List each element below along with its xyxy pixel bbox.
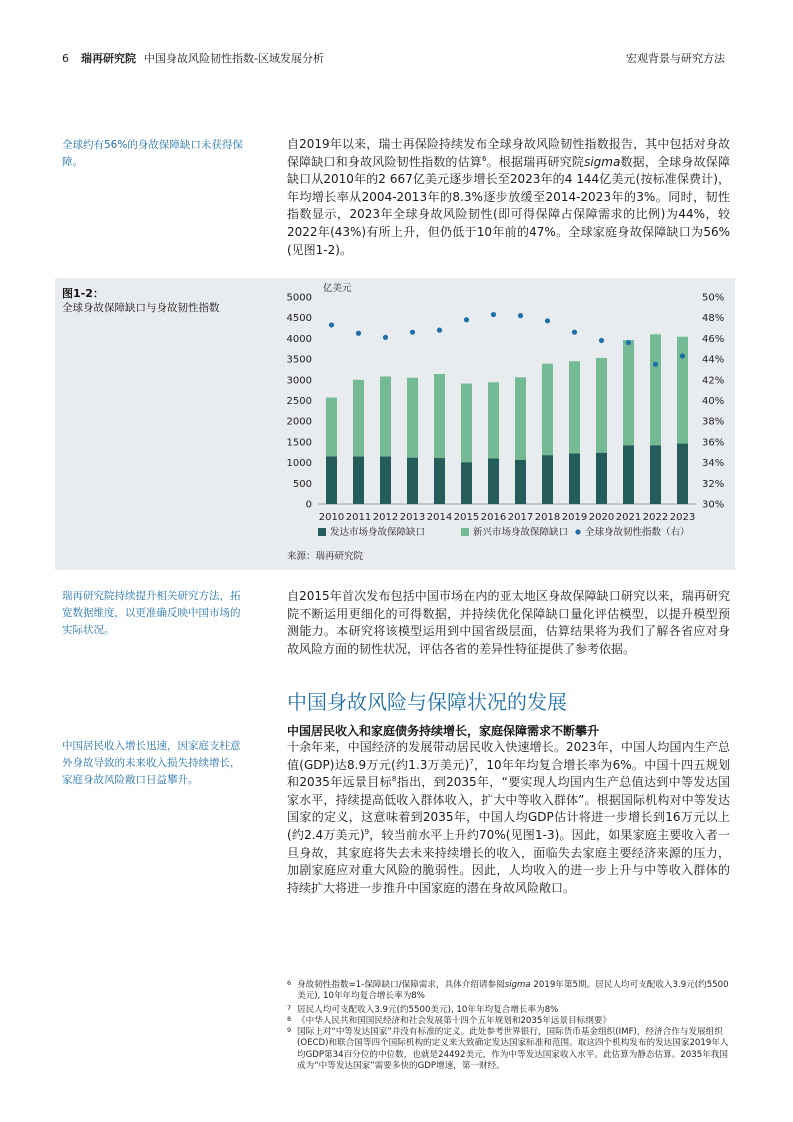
header-section: 宏观背景与研究方法 xyxy=(626,52,725,65)
bar-developed-2012 xyxy=(380,456,391,504)
paragraph-2 xyxy=(287,588,730,658)
section-heading: 中国身故风险与保障状况的发展 xyxy=(287,690,567,714)
p3-text-c: 指出，到2035年，“要实现人均国内生产总值达到中等发达国家水平，持续提高低收入群体收入，扩大中等收入群体”。根据国际机构对中等发达国家的定义，这意味着到2035年，中国人均GDP估计将进一步增长到16万元以上(约2.4万美元) xyxy=(287,775,730,842)
bar-developed-2015 xyxy=(461,462,472,504)
y-tick-label-left: 2000 xyxy=(286,416,312,428)
point-resilience-2011 xyxy=(356,331,361,336)
footnote-ref-8: 8 xyxy=(391,775,397,784)
legend-swatch-developed xyxy=(318,528,326,536)
x-tick-label: 2021 xyxy=(615,512,642,523)
footnote-number: 9 xyxy=(287,1026,292,1034)
y-tick-label-right: 40% xyxy=(702,396,725,407)
y-tick-label-left: 2500 xyxy=(286,396,312,407)
footnote-ref-7: 7 xyxy=(469,757,474,766)
x-tick-label: 2022 xyxy=(642,512,669,523)
x-tick-label: 2017 xyxy=(507,512,534,523)
subheading: 中国居民收入和家庭债务持续增长，家庭保障需求不断攀升 xyxy=(287,724,600,738)
p3-text-b: ，10年年均复合增长率为6%。中国十四五规划和2035年远景目标 xyxy=(287,757,731,790)
y-tick-label-right: 34% xyxy=(702,458,725,470)
footnote-9 xyxy=(287,1027,732,1073)
page-number: 6 xyxy=(62,52,69,65)
footnote-text: 身故韧性指数=1-保障缺口/保障需求，具体介绍请参阅 xyxy=(297,980,505,990)
bar-emerging-2023 xyxy=(677,337,688,444)
legend-swatch-emerging xyxy=(461,528,469,536)
y-tick-label-left: 3000 xyxy=(286,375,312,387)
side-note-1: 全球约有56%的身故保障缺口未获得保障。 xyxy=(62,139,243,168)
bar-emerging-2014 xyxy=(434,374,445,458)
p3-text-a: 十余年来，中国经济的发展带动居民收入快速增长。2023年，中国人均国内生产总值(GDP)达8.9万元(约1.3万美元) xyxy=(287,740,730,772)
y-tick-label-right: 42% xyxy=(702,375,725,387)
x-tick-label: 2019 xyxy=(561,512,588,523)
figure-source: 来源：瑞再研究院 xyxy=(287,551,364,562)
bar-developed-2018 xyxy=(542,455,553,504)
footnote-italic: sigma xyxy=(504,980,531,990)
footnote-text-b: 2019年第5期。居民人均可支配收入3.9元(约5500美元), 10年年均复合增长率为8% xyxy=(297,980,729,1002)
point-resilience-2023 xyxy=(680,353,685,358)
footnote-ref-9: 9 xyxy=(364,827,370,836)
bar-developed-2020 xyxy=(596,453,607,504)
x-tick-label: 2011 xyxy=(345,512,372,523)
y-tick-label-left: 4000 xyxy=(286,333,312,345)
header-doc-title: 中国身故风险韧性指数-区域发展分析 xyxy=(144,52,324,65)
bar-emerging-2022 xyxy=(650,334,661,445)
bar-emerging-2012 xyxy=(380,376,391,456)
bar-emerging-2013 xyxy=(407,378,418,458)
footnote-text: 居民人均可支配收入3.9元(约5500美元), 10年年均复合增长率为8% xyxy=(297,1005,559,1015)
x-tick-label: 2015 xyxy=(453,512,480,523)
point-resilience-2020 xyxy=(599,338,604,343)
y-tick-label-left: 500 xyxy=(292,478,312,490)
p1-text-b: 。根据瑞再研究院 xyxy=(486,154,585,169)
footnote-number: 8 xyxy=(287,1015,292,1023)
x-tick-label: 2013 xyxy=(399,512,426,523)
bar-emerging-2010 xyxy=(326,398,337,457)
y-tick-label-right: 48% xyxy=(702,313,725,325)
y-tick-label-left: 3500 xyxy=(286,354,312,366)
x-tick-label: 2016 xyxy=(480,512,507,523)
footnote-text: 《中华人民共和国国民经济和社会发展第十四个五年规划和2035年远景目标纲要》 xyxy=(297,1016,612,1026)
point-resilience-2021 xyxy=(626,340,631,345)
y-tick-label-left: 5000 xyxy=(286,292,312,304)
point-resilience-2019 xyxy=(572,330,577,335)
paragraph-3 xyxy=(287,739,730,897)
y-tick-label-left: 1500 xyxy=(286,437,312,449)
x-tick-label: 2023 xyxy=(669,512,696,523)
x-tick-label: 2010 xyxy=(318,512,345,523)
bar-emerging-2019 xyxy=(569,361,580,453)
legend-label-developed: 发达市场身故保障缺口 xyxy=(330,527,426,538)
legend-swatch-resilience xyxy=(575,529,580,534)
bar-developed-2016 xyxy=(488,458,499,504)
y-tick-label-right: 30% xyxy=(702,499,725,511)
footnote-number: 7 xyxy=(287,1004,292,1012)
y-tick-label-left: 1000 xyxy=(286,458,312,470)
point-resilience-2010 xyxy=(329,322,334,327)
side-note-2: 瑞再研究院持续提升相关研究方法，拓宽数据维度，以更准确反映中国市场的实际状况。 xyxy=(62,590,241,636)
point-resilience-2022 xyxy=(653,362,658,367)
point-resilience-2017 xyxy=(518,313,523,318)
bar-developed-2022 xyxy=(650,445,661,504)
p3-text-d: ，较当前水平上升约70%(见图1-3)。因此，如果家庭主要收入者一旦身故，其家庭将失去未来持续增长的收入，面临失去家庭主要经济来源的压力，加剧家庭应对重大风险的脆弱性。因此，人均收入的进一步上升与中等收入群体的持续扩大将进一步推升中国家庭的潜在身故风险敞口。 xyxy=(287,827,730,895)
bar-developed-2013 xyxy=(407,458,418,504)
footnote-6 xyxy=(287,980,732,1003)
bar-developed-2014 xyxy=(434,458,445,504)
y-tick-label-left: 0 xyxy=(305,499,312,511)
bar-emerging-2016 xyxy=(488,382,499,458)
legend-label-resilience: 全球身故韧性指数（右） xyxy=(585,527,690,538)
y-axis-unit: 亿美元 xyxy=(323,283,352,294)
figure-number: 图1-2： xyxy=(62,287,104,300)
p2-text: 自2015年首次发布包括中国市场在内的亚太地区身故保障缺口研究以来，瑞再研究院不断运用更细化的可得数据，并持续优化保障缺口量化评估模型，以提升模型预测能力。本研究将该模型运用到中国省级层面，估算结果将为我们了解各省应对身故风险方面的韧性状况，评估各省的差异性特征提供了参考依据。 xyxy=(287,589,730,656)
p1-text-c: 数据，全球身故保障缺口从2010年的2 667亿美元逐步增长至2023年的4 144亿美元(按标准保费计)，年均增长率从2004-2013年的8.3%逐步放缓至2014-2023年的3%。同时，韧性指数显示，2023年全球身故风险韧性(即可得保障占保障需求的比例)为44%，较2022年(43%)有所上升，但仍低于10年前的47%。全球家庭身故保障缺口为56%(见图1-2)。 xyxy=(287,154,730,257)
header-org: 瑞再研究院 xyxy=(81,52,136,65)
bar-developed-2017 xyxy=(515,460,526,504)
y-tick-label-right: 36% xyxy=(702,437,725,449)
footnote-ref-6: 6 xyxy=(481,154,487,163)
footnote-number: 6 xyxy=(287,979,292,987)
point-resilience-2012 xyxy=(383,335,388,340)
point-resilience-2015 xyxy=(464,317,469,322)
y-tick-label-right: 38% xyxy=(702,416,725,428)
footnote-7 xyxy=(287,1005,732,1016)
point-resilience-2013 xyxy=(410,330,415,335)
point-resilience-2016 xyxy=(491,312,496,317)
bar-emerging-2021 xyxy=(623,340,634,445)
bar-developed-2019 xyxy=(569,453,580,504)
footnote-8 xyxy=(287,1016,732,1027)
p1-text-a: 自2019年以来，瑞士再保险持续发布全球身故风险韧性指数报告，其中包括对身故保障缺口和身故风险韧性指数的估算 xyxy=(287,137,730,169)
bar-emerging-2011 xyxy=(353,380,364,457)
x-tick-label: 2014 xyxy=(426,512,453,523)
y-tick-label-left: 4500 xyxy=(286,313,312,325)
bar-developed-2023 xyxy=(677,444,688,504)
figure-title: 全球身故保障缺口与身故韧性指数 xyxy=(62,302,220,314)
bar-emerging-2020 xyxy=(596,358,607,453)
x-tick-label: 2012 xyxy=(372,512,399,523)
bar-emerging-2017 xyxy=(515,377,526,459)
point-resilience-2014 xyxy=(437,328,442,333)
y-tick-label-right: 50% xyxy=(702,292,725,304)
bar-developed-2011 xyxy=(353,456,364,504)
x-tick-label: 2018 xyxy=(534,512,561,523)
p1-sigma: sigma xyxy=(584,154,621,169)
side-note-3: 中国居民收入增长迅速，因家庭支柱意外身故导致的未来收入损失持续增长，家庭身故风险敞口日益攀升。 xyxy=(62,740,241,786)
point-resilience-2018 xyxy=(545,318,550,323)
y-tick-label-right: 32% xyxy=(702,478,725,490)
bar-developed-2021 xyxy=(623,445,634,504)
bar-emerging-2015 xyxy=(461,384,472,463)
legend-label-emerging: 新兴市场身故保障缺口 xyxy=(473,527,569,538)
footnote-text: 国际上对“中等发达国家”并没有标准的定义。此处参考世界银行，国际货币基金组织(IMF)，经济合作与发展组织(OECD)和联合国等四个国际机构的定义来大致确定发达国家标准和范围。取这四个机构发布的发达国家2019年人均GDP第34百分位的中位数，也就是24492美元，作为中等发达国家收入水平。此估算为静态估算。2035年我国成为“中等发达国家”需要多快的GDP增速，第一财经。 xyxy=(297,1027,729,1072)
y-tick-label-right: 46% xyxy=(702,333,725,345)
bar-emerging-2018 xyxy=(542,364,553,455)
x-tick-label: 2020 xyxy=(588,512,615,523)
bar-developed-2010 xyxy=(326,456,337,504)
y-tick-label-right: 44% xyxy=(702,354,725,366)
